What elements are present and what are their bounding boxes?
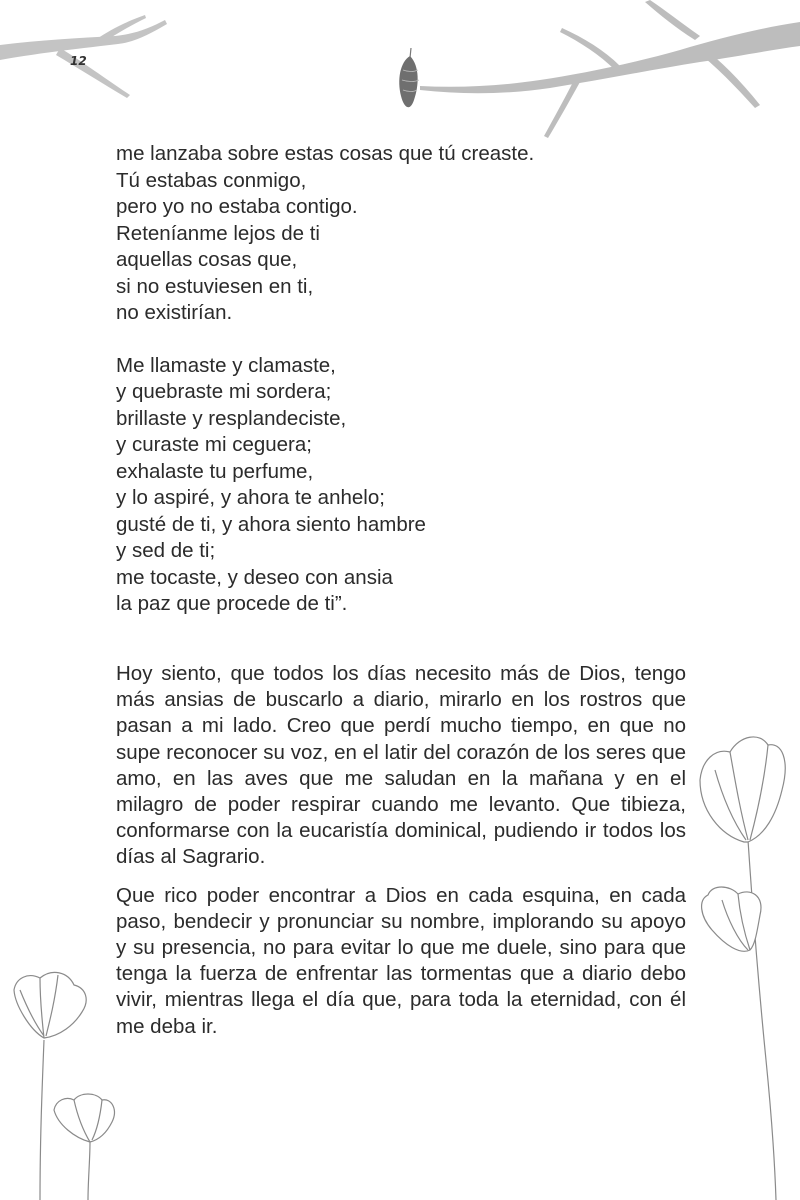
cocoon-icon bbox=[399, 48, 419, 107]
poem-line: no existirían. bbox=[116, 301, 233, 324]
poem-line: gusté de ti, y ahora siento hambre bbox=[116, 512, 426, 536]
paragraph: Que rico poder encontrar a Dios en cada esquina, en cada paso, bendecir y pronunciar su nombre, implorando su apoyo y su presencia, no para evitar lo que me duele, sino para que tenga la fuerza de enfrentar las tormentas que a diario debo vivir, mientras llega el día que, para toda la eternidad, con él me deba ir. bbox=[116, 883, 686, 1038]
poem-line: exhalaste tu perfume, bbox=[116, 459, 314, 483]
prose-block bbox=[116, 661, 686, 1040]
poem-line: y curaste mi ceguera; bbox=[116, 433, 312, 456]
poem-line: y sed de ti; bbox=[116, 539, 216, 562]
poem-line: Me llamaste y clamaste, bbox=[116, 353, 336, 377]
paragraph: Hoy siento, que todos los días necesito más de Dios, tengo más ansias de buscarlo a diario, mirarlo en los rostros que pasan a mi lado. Creo que perdí mucho tiempo, en que no supe reconocer su voz, en el latir del corazón de los seres que amo, en las aves que me saludan en la mañana y en el milagro de poder respirar cuando me levanto. Que tibieza, conformarse con la eucaristía dominical, pudiendo ir todos los días al Sagrario. bbox=[116, 662, 686, 869]
poem-line: me lanzaba sobre estas cosas que tú creaste. bbox=[116, 142, 535, 165]
branch-icon bbox=[420, 0, 800, 138]
poem-line: Reteníanme lejos de ti bbox=[116, 221, 320, 245]
poem-line: Tú estabas conmigo, bbox=[116, 168, 307, 192]
poem-line: brillaste y resplandeciste, bbox=[116, 406, 347, 430]
poem-line: si no estuviesen en ti, bbox=[116, 274, 314, 298]
poem-stanza bbox=[116, 141, 636, 327]
poppy-flower-icon bbox=[14, 972, 114, 1200]
poem-stanza bbox=[116, 353, 636, 618]
poem-line: la paz que procede de ti”. bbox=[116, 592, 348, 615]
page-number: 12 bbox=[70, 54, 87, 68]
poem-line: y quebraste mi sordera; bbox=[116, 380, 332, 403]
poem-line: y lo aspiré, y ahora te anhelo; bbox=[116, 486, 385, 509]
poppy-flower-icon bbox=[700, 737, 785, 1200]
poem-block bbox=[116, 141, 636, 618]
poem-line: me tocaste, y deseo con ansia bbox=[116, 565, 393, 589]
poem-line: pero yo no estaba contigo. bbox=[116, 195, 358, 218]
poem-line: aquellas cosas que, bbox=[116, 248, 298, 271]
